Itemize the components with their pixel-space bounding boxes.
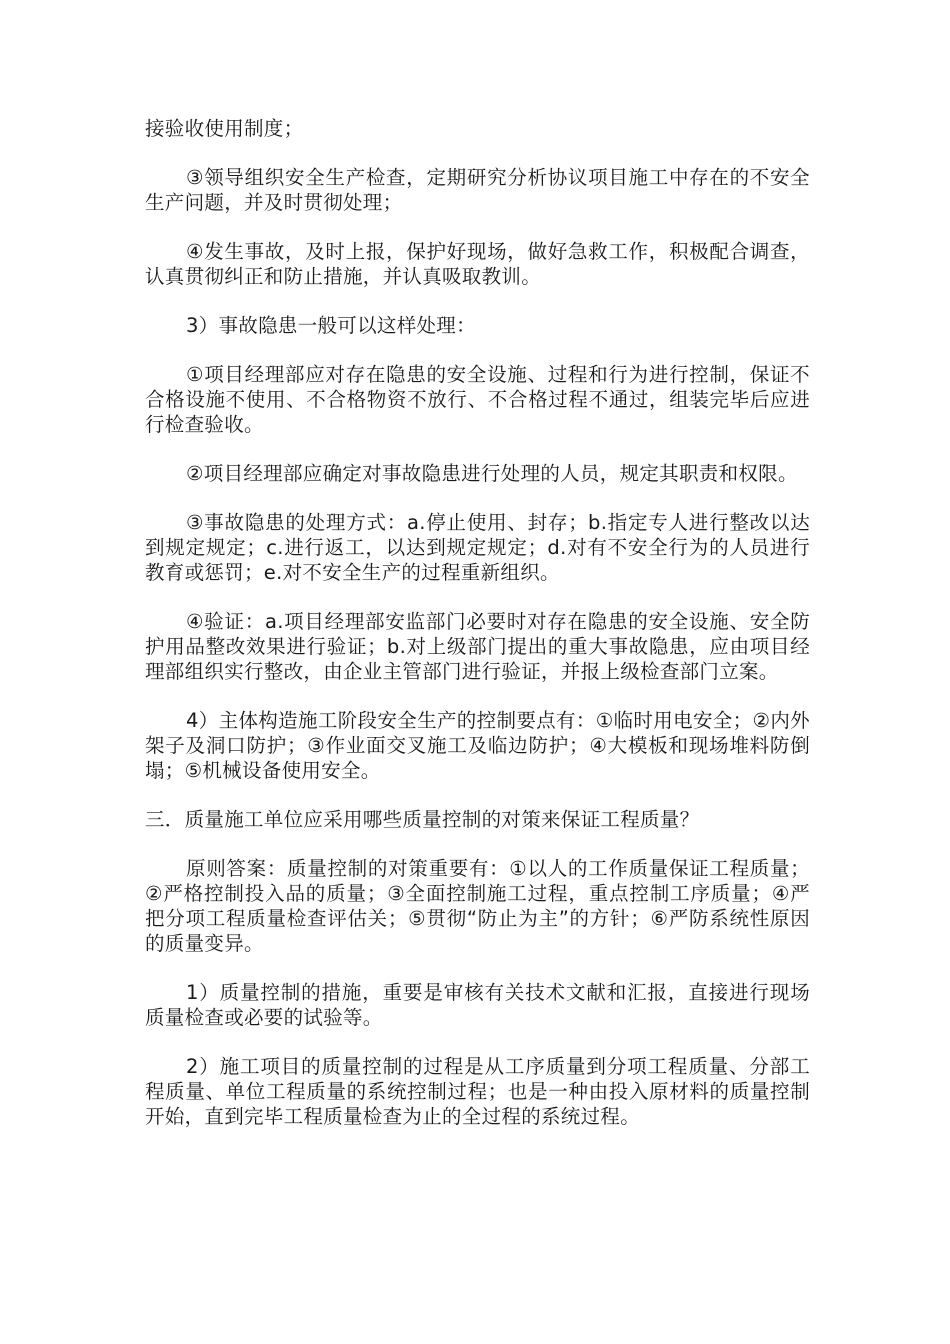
- paragraph-2: ③领导组织安全生产检查，定期研究分析协议项目施工中存在的不安全生产问题，并及时贯彻处理；: [145, 166, 810, 214]
- paragraph-11: 原则答案：质量控制的对策重要有：①以人的工作质量保证工程质量；②严格控制投入品的质量；③全面控制施工过程，重点控制工序质量；④严把分项工程质量检查评估关；⑤贯彻“防止为主”的方针；⑥严防系统性原因的质量变异。: [145, 857, 810, 955]
- paragraph-13: 2）施工项目的质量控制的过程是从工序质量到分项工程质量、分部工程质量、单位工程质量的系统控制过程；也是一种由投入原材料的质量控制开始，直到完毕工程质量检查为止的全过程的系统过程。: [145, 1055, 810, 1128]
- paragraph-8: ④验证：a.项目经理部安监部门必要时对存在隐患的安全设施、安全防护用品整改效果进行验证；b.对上级部门提出的重大事故隐患，应由项目经理部组织实行整改，由企业主管部门进行验证，并报上级检查部门立案。: [145, 610, 810, 683]
- paragraph-4: 3）事故隐患一般可以这样处理：: [186, 314, 476, 337]
- document-body: [145, 116, 810, 1153]
- paragraph-1: 接验收使用制度；: [145, 117, 304, 140]
- paragraph-3: ④发生事故，及时上报，保护好现场，做好急救工作，积极配合调查，认真贯彻纠正和防止措施，并认真吸取教训。: [145, 240, 810, 288]
- paragraph-5: ①项目经理部应对存在隐患的安全设施、过程和行为进行控制，保证不合格设施不使用、不合格物资不放行、不合格过程不通过，组装完毕后应进行检查验收。: [145, 363, 810, 436]
- paragraph-6: ②项目经理部应确定对事故隐患进行处理的人员，规定其职责和权限。: [186, 462, 798, 485]
- paragraph-12: 1）质量控制的措施，重要是审核有关技术文献和汇报，直接进行现场质量检查或必要的试验等。: [145, 981, 810, 1029]
- section-heading-3: 三．质量施工单位应采用哪些质量控制的对策来保证工程质量？: [145, 808, 700, 831]
- paragraph-7: ③事故隐患的处理方式：a.停止使用、封存；b.指定专人进行整改以达到规定规定；c.进行返工，以达到规定规定；d.对有不安全行为的人员进行教育或惩罚；e.对不安全生产的过程重新组织。: [145, 511, 810, 584]
- paragraph-9: 4）主体构造施工阶段安全生产的控制要点有：①临时用电安全；②内外架子及洞口防护；③作业面交叉施工及临边防护；④大模板和现场堆料防倒塌；⑤机械设备使用安全。: [145, 709, 810, 782]
